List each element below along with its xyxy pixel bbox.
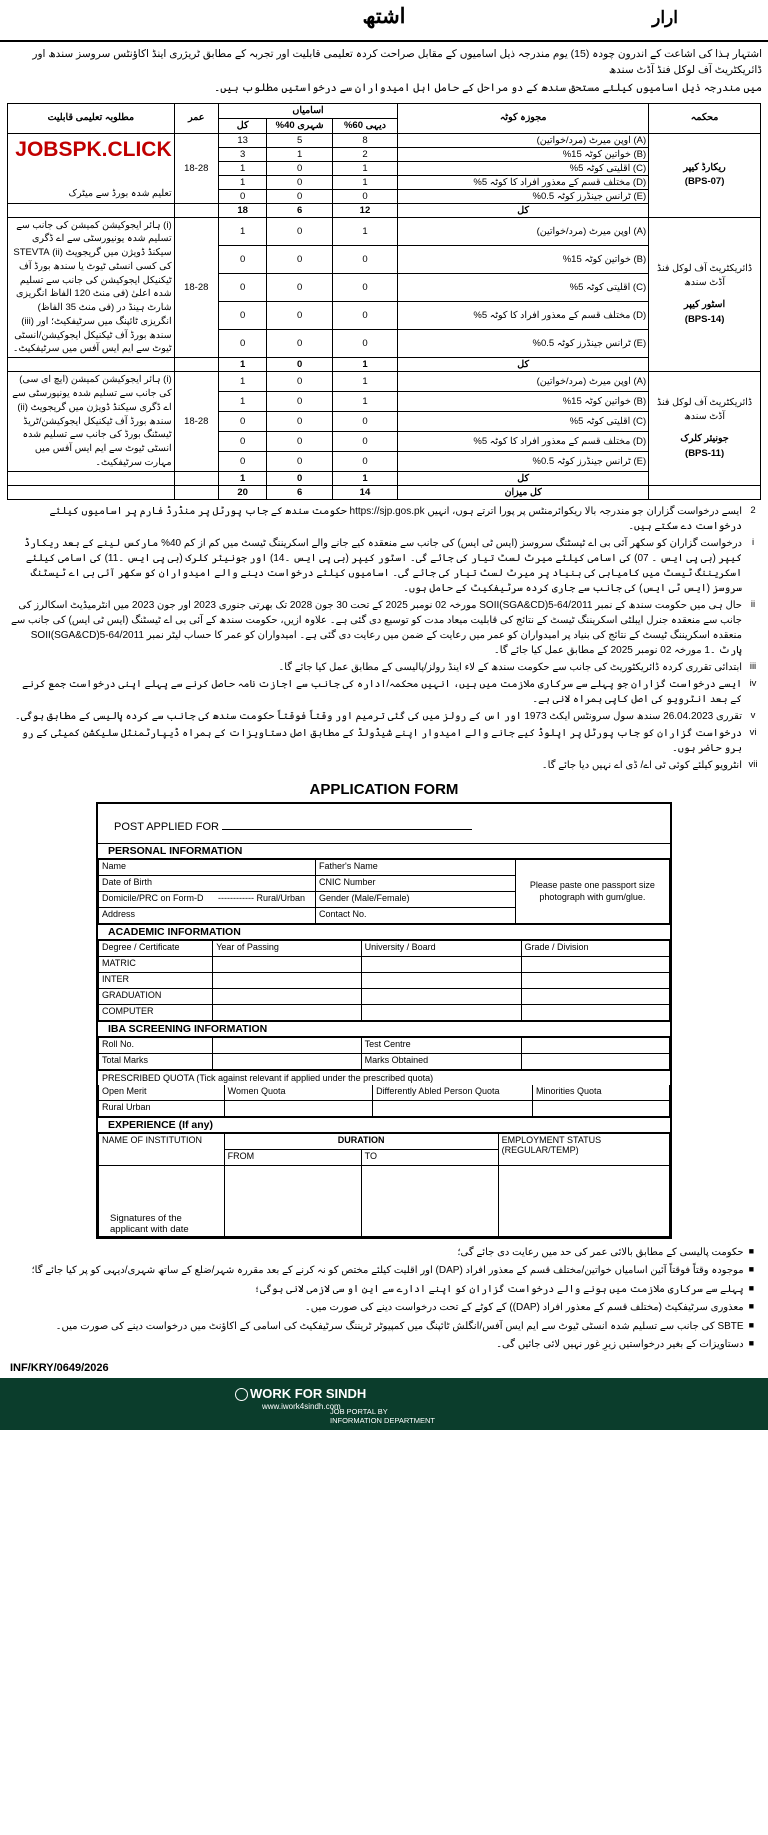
- quota-women[interactable]: Women Quota: [224, 1085, 372, 1101]
- spacer-cell: [8, 203, 175, 217]
- bullet-item: [14, 1282, 754, 1298]
- table-row: [99, 972, 670, 988]
- iba-test-centre-label: Test Centre: [361, 1037, 521, 1053]
- note-marker: vii: [748, 758, 758, 770]
- academic-cell[interactable]: [213, 956, 361, 972]
- academic-header-grade: Grade / Division: [521, 940, 669, 956]
- rural-cell: 0: [332, 189, 397, 203]
- table-row: [99, 859, 670, 875]
- note-item: [8, 709, 760, 724]
- header-title-center: اشتھ: [362, 5, 406, 28]
- age-cell-2: 18-28: [174, 217, 218, 358]
- field-cnic-label: CNIC Number: [315, 875, 515, 891]
- quota-dap[interactable]: Differently Abled Person Quota: [373, 1085, 533, 1101]
- note-text: درخواست گزاران کو سکھر آئی بی اے ٹیسٹنگ سروسز (ایس ٹی ایس) کی جانب سے منعقدہ کیے جانے والے اسکریننگ ٹیسٹ میں کم از کم 40% مارکس لینے کے بعد ریکارڈ کیپر (بی پی ایس ۔ 07) کی اسامی کیلئے میرٹ لسٹ تیار کی جائے گی۔ اسٹور کیپر (بی پی ایس ۔14) اور جونیئر کلرک (بی پی ایس ۔11) کی اسامی کیلئے اسکریننگ ٹیسٹ میں کامیابی کی بنیاد پر میرٹ لسٹ تیار کی جائے گی۔ اسامیوں کیلئے درخواست دینے والے امیدواران کو سکھر آئی بی اے ٹیسٹنگ سروسز (ایس ٹی ایس) کی جانب سے جاری کردہ سرٹیفکیٹ کے حامل ہوں۔: [24, 537, 742, 594]
- page-header: [0, 0, 768, 42]
- academic-cell[interactable]: [521, 988, 669, 1004]
- bullet-text: پہلے سے سرکاری ملازمت میں ہونے والے درخواست گزاران کو اپنے ادارے سے این او سی لازمی لانی ہوگی؛: [254, 1283, 744, 1295]
- post-name-3: جونیئر کلرک: [680, 433, 729, 445]
- subtotal-label: کل: [398, 358, 649, 372]
- academic-header-degree: Degree / Certificate: [99, 940, 213, 956]
- note-marker: v: [750, 709, 756, 721]
- rural-cell: 0: [332, 330, 397, 358]
- note-text: انٹرویو کیلئے کوئی ٹی اے/ ڈی اے نہیں دیا جائے گا۔: [541, 759, 742, 771]
- quota-cell[interactable]: [532, 1100, 669, 1116]
- experience-cell[interactable]: [361, 1165, 498, 1236]
- qualification-text-1: تعلیم شدہ بورڈ سے میٹرک: [68, 188, 172, 200]
- quota-cell: (D) مختلف قسم کے معذور افراد کا کوٹہ 5%: [398, 431, 649, 451]
- table-row: [99, 1037, 670, 1053]
- table-row: [8, 217, 761, 245]
- bullet-item: [14, 1245, 754, 1261]
- department-2: ڈائریکٹریٹ آف لوکل فنڈ آڈٹ سندھ: [657, 262, 753, 289]
- experience-institution-header: NAME OF INSTITUTION: [99, 1133, 225, 1165]
- note-marker: iii: [749, 660, 757, 672]
- field-address-label: Address: [99, 907, 316, 923]
- subtotal-label: کل: [398, 203, 649, 217]
- field-name-label: Name: [99, 859, 316, 875]
- note-marker: iv: [749, 677, 757, 689]
- spacer-cell: [8, 471, 175, 485]
- th-rural: دیہی 60%: [332, 118, 397, 133]
- field-contact-label: Contact No.: [315, 907, 515, 923]
- note-text: درخواست گزاران کو جاب پورٹل پر اپلوڈ کیے جانے والے امیدوار اپنے شیڈولڈ کے مطابق اصل دستاویزات کے ہمراہ ڈیپارٹمنٹل سلیکشن کمیٹی کے رو برو حاضر ہوں۔: [21, 727, 742, 754]
- table-row: [99, 940, 670, 956]
- note-text: ابتدائی تقرری کردہ ڈائریکٹوریٹ کی جانب سے حکومت سندھ کے لاء اینڈ رولز/پالیسی کے مطابق عمل کیا جائے گا۔: [278, 661, 742, 673]
- bullet-marker-icon: ■: [748, 1282, 754, 1293]
- experience-duration-header: DURATION: [224, 1133, 498, 1149]
- academic-information-table: [98, 940, 670, 1021]
- th-quota: مجوزہ کوٹہ: [398, 103, 649, 133]
- bullet-item: [14, 1263, 754, 1279]
- table-row: [8, 133, 761, 147]
- academic-cell[interactable]: [213, 1004, 361, 1020]
- table-row: [99, 988, 670, 1004]
- academic-cell[interactable]: [361, 1004, 521, 1020]
- subtotal-row-3: [8, 471, 761, 485]
- subtotal-label: کل: [398, 471, 649, 485]
- experience-cell[interactable]: [498, 1165, 669, 1236]
- notes-list: [8, 504, 760, 773]
- rural-cell: 0: [332, 273, 397, 301]
- iba-roll-no-label: Roll No.: [99, 1037, 213, 1053]
- post-cell-2: [649, 217, 761, 372]
- urban-cell: 0: [267, 411, 332, 431]
- inf-number: INF/KRY/0649/2026: [10, 1361, 109, 1374]
- rural-cell: 8: [332, 133, 397, 147]
- bullet-item: [14, 1319, 754, 1335]
- experience-from-header: FROM: [224, 1149, 361, 1165]
- note-item: [8, 536, 760, 596]
- iba-screening-table: [98, 1037, 670, 1070]
- academic-cell[interactable]: [213, 988, 361, 1004]
- post-applied-row: [98, 804, 670, 843]
- quota-cell: (B) خواتین کوٹہ 15%: [398, 147, 649, 161]
- domicile-rural-urban: ------------ Rural/Urban: [218, 892, 306, 903]
- note-item: [8, 677, 760, 707]
- urban-cell: 0: [267, 392, 332, 412]
- total-cell: 0: [218, 301, 267, 329]
- quota-cell[interactable]: [373, 1100, 533, 1116]
- spacer-cell: [174, 485, 218, 499]
- field-dob-label: Date of Birth: [99, 875, 316, 891]
- urban-cell: 0: [267, 372, 332, 392]
- subtotal-row-1: [8, 203, 761, 217]
- rural-cell: 0: [332, 431, 397, 451]
- total-cell: 13: [218, 133, 267, 147]
- academic-row-label: MATRIC: [99, 956, 213, 972]
- post-applied-input[interactable]: [222, 818, 472, 830]
- th-department: [649, 103, 761, 133]
- th-total: کل: [218, 118, 267, 133]
- photo-paste-box: Please paste one passport size photograph with gum/glue.: [515, 859, 669, 923]
- grand-total-row: [8, 485, 761, 499]
- academic-cell[interactable]: [361, 988, 521, 1004]
- prescribed-quota-table: [98, 1085, 670, 1117]
- bullet-text: حکومت پالیسی کے مطابق بالائی عمر کی حد میں رعایت دی جائے گی؛: [457, 1246, 744, 1258]
- bullet-item: [14, 1337, 754, 1353]
- quota-cell[interactable]: [224, 1100, 372, 1116]
- bullet-text: دستاویزات کے بغیر درخواستیں زیرِ غور نہیں لائی جائیں گی۔: [496, 1339, 744, 1351]
- quota-cell: (C) اقلیتی کوٹہ 5%: [398, 411, 649, 431]
- quota-cell: (A) اوپن میرٹ (مرد/خواتین): [398, 372, 649, 392]
- urban-cell: 0: [267, 330, 332, 358]
- bullet-marker-icon: ■: [748, 1245, 754, 1256]
- spacer-cell: [174, 203, 218, 217]
- sindh-logo-icon: [235, 1388, 248, 1401]
- rural-cell: 1: [332, 175, 397, 189]
- prescribed-quota-heading: PRESCRIBED QUOTA (Tick against relevant if applied under the prescribed quota): [98, 1070, 670, 1085]
- signature-cell[interactable]: [99, 1165, 225, 1236]
- quota-cell: (D) مختلف قسم کے معذور افراد کا کوٹہ 5%: [398, 175, 649, 189]
- total-cell: 1: [218, 217, 267, 245]
- posts-table: [7, 103, 761, 500]
- quota-open-merit[interactable]: Open Merit: [99, 1085, 225, 1101]
- table-row: [99, 1100, 670, 1116]
- note-item: [8, 758, 760, 773]
- table-row: [8, 372, 761, 392]
- rural-cell: 0: [332, 301, 397, 329]
- academic-row-label: INTER: [99, 972, 213, 988]
- grand-total-label: کل میزان: [398, 485, 649, 499]
- experience-status-header: EMPLOYMENT STATUS (REGULAR/TEMP): [498, 1133, 669, 1165]
- department-3: ڈائریکٹریٹ آف لوکل فنڈ آڈٹ سندھ: [657, 396, 753, 423]
- qualification-cell-3: (i) ہائر ایجوکیشن کمیشن (ایچ ای سی) کی جانب سے تسلیم شدہ یونیورسٹی سے اے ڈگری سیکنڈ ڈویژن میں گریجویٹ (ii) سندھ بورڈ آف ٹیکنیکل ایجوکیشن/ٹریڈ ٹیسٹنگ بورڈ کی جانب سے تسلیم شدہ انسٹی ٹیوٹ سے ایم ایس آفس میں مہارت سرٹیفکیٹ۔: [8, 372, 175, 471]
- quota-cell: (C) اقلیتی کوٹہ 5%: [398, 273, 649, 301]
- subtotal-urban: 0: [267, 358, 332, 372]
- rural-cell: 2: [332, 147, 397, 161]
- subtotal-row-2: [8, 358, 761, 372]
- table-row: [99, 1165, 670, 1236]
- subtotal-rural: 12: [332, 203, 397, 217]
- note-marker: vi: [749, 726, 757, 738]
- academic-row-label: GRADUATION: [99, 988, 213, 1004]
- intro-paragraph: [0, 42, 768, 101]
- subtotal-rural: 1: [332, 358, 397, 372]
- quota-cell: (B) خواتین کوٹہ 15%: [398, 245, 649, 273]
- application-form-title: APPLICATION FORM: [309, 780, 459, 798]
- note-item: [8, 660, 760, 675]
- note-marker: 2: [750, 504, 756, 516]
- post-cell-3: [649, 372, 761, 485]
- note-item: [8, 504, 760, 534]
- grand-total-total: 20: [218, 485, 267, 499]
- bullet-marker-icon: ■: [748, 1301, 754, 1312]
- total-cell: 0: [218, 245, 267, 273]
- intro-line-2: میں مندرجہ ذیل اسامیوں کیلئے مستحق سندھ کے دو مراحل کے حامل اہل امیدواران سے درخواستیں مطلوب ہیں۔: [214, 81, 762, 94]
- urban-cell: 0: [267, 451, 332, 471]
- quota-cell: (D) مختلف قسم کے معذور افراد کا کوٹہ 5%: [398, 301, 649, 329]
- quota-cell: (E) ٹرانس جینڈرز کوٹہ 0.5%: [398, 330, 649, 358]
- note-marker: i: [751, 536, 755, 548]
- rural-cell: 1: [332, 392, 397, 412]
- bullet-text: SBTE کی جانب سے تسلیم شدہ انسٹی ٹیوٹ سے ایم ایس آفس/انگلش ٹائپنگ میں کمپیوٹر ٹریننگ سرٹیفکیٹ کی اسامی کے اکاؤنٹ میں درخواست دینے کی صورت میں۔: [55, 1320, 744, 1332]
- rural-cell: 1: [332, 161, 397, 175]
- footer-line-1: JOB PORTAL BY: [330, 1406, 388, 1416]
- iba-screening-heading: IBA SCREENING INFORMATION: [98, 1021, 670, 1037]
- grand-total-rural: 14: [332, 485, 397, 499]
- post-bps-1: (BPS-07): [684, 176, 725, 188]
- rural-cell: 0: [332, 411, 397, 431]
- footer-department: [330, 1407, 435, 1426]
- grand-total-urban: 6: [267, 485, 332, 499]
- intro-line-1: اشتہار ہذا کی اشاعت کے اندرون چودہ (15) یوم مندرجہ ذیل اسامیوں کے مقابل صراحت کردہ تعلیمی قابلیت اور تجربہ کے مطابق ٹریژری اینڈ اکاؤنٹس سروسز سندھ اور ڈائریکٹریٹ آف لوکل فنڈ آڈٹ سندھ: [32, 48, 762, 77]
- post-bps-2: (BPS-14): [684, 313, 725, 325]
- iba-cell[interactable]: [213, 1037, 361, 1053]
- rural-cell: 1: [332, 372, 397, 392]
- academic-cell[interactable]: [213, 972, 361, 988]
- qualification-cell-2: (i) ہائر ایجوکیشن کمیشن کی جانب سے تسلیم شدہ یونیورسٹی سے اے ڈگری سیکنڈ ڈویژن میں گریجویٹ (ii) STEVTA کی کسی انسٹی ٹیوٹ یا سندھ بورڈ آف ٹیکنیکل ایجوکیشن کی جانب سے تسلیم شدہ اعلیٰ (فی منٹ 120 الفاظ انگریزی شارٹ ہینڈ در (فی منٹ 35 الفاظ) انگریزی ٹائپنگ میں سرٹیفکیٹ؛ اور (iii) سندھ بورڈ آف ٹیکنیکل ایجوکیشن/انسٹی ٹیوٹ سے ایم ایس آفس میں سرٹیفکیٹ۔: [8, 217, 175, 358]
- quota-cell: (B) خواتین کوٹہ 15%: [398, 392, 649, 412]
- subtotal-total: 18: [218, 203, 267, 217]
- total-cell: 0: [218, 431, 267, 451]
- personal-information-table: [98, 859, 670, 924]
- academic-row-label: COMPUTER: [99, 1004, 213, 1020]
- note-item: [8, 598, 760, 658]
- note-text: حال ہی میں حکومت سندھ کے نمبر SOII(SGA&CD)5-64/2011 مورخہ 02 نومبر 2025 کے تحت 30 جون 2028 تک بھرتی جنوری 2023 اور جون 2023 میں انٹرمیڈیٹ اسکالرز کی جانب سے منعقدہ جنرل ایبلٹی اسکریننگ ٹیسٹ کے نتائج کی قابلیت میعاد مدت کو توسیع دی گئی ہے۔ علاوہ ازیں، حکومت سندھ کے آئی بی اے ٹیسٹنگ (ایس ٹی ایس) کی جانب سے منعقدہ اسکریننگ ٹیسٹ کے نتائج کی بنیاد پر امیدواران کو عمر میں رعایت کے ضمن میں رعایت دی گئی ہے۔ امیدواران کو عمر کا حساب لیٹر نمبر SOII(SGA&CD)5-64/2011 پارٹ ۔1 مورخہ 02 نومبر 2025 کے مطابق عمل کیا جائے گا۔: [11, 599, 742, 656]
- iba-marks-obtained-label: Marks Obtained: [361, 1053, 521, 1069]
- footer-line-2: INFORMATION DEPARTMENT: [330, 1415, 435, 1425]
- note-text: ایسے درخواست گزاران جو پہلے سے سرکاری ملازمت میں ہیں، انہیں محکمہ/ادارہ کی جانب سے اجازت نامہ حاصل کرنے سے پہلے اپنی درخواست جمع کرنے کے بعد انٹرویو کی اصل کاپی ہمراہ لانی ہے۔: [22, 678, 742, 705]
- subtotal-total: 1: [218, 358, 267, 372]
- urban-cell: 5: [267, 133, 332, 147]
- table-header-row: [8, 103, 761, 118]
- th-posts-group: اسامیاں: [218, 103, 397, 118]
- bullet-text: معذوری سرٹیفکیٹ (مختلف قسم کے معذور افراد (DAP)) کے کوٹے کے تحت درخواست دینے کی صورت میں۔: [304, 1302, 744, 1314]
- total-cell: 0: [218, 411, 267, 431]
- iba-cell[interactable]: [521, 1053, 669, 1069]
- urban-cell: 1: [267, 147, 332, 161]
- urban-cell: 0: [267, 217, 332, 245]
- total-cell: 1: [218, 372, 267, 392]
- watermark-text: JOBSPK.CLICK: [15, 137, 172, 161]
- bullet-marker-icon: ■: [748, 1264, 754, 1275]
- experience-heading: EXPERIENCE (If any): [98, 1117, 670, 1133]
- quota-rural-urban[interactable]: Rural Urban: [99, 1100, 225, 1116]
- spacer-cell: [174, 471, 218, 485]
- th-qualification: مطلوبہ تعلیمی قابلیت: [8, 103, 175, 133]
- subtotal-urban: 6: [267, 203, 332, 217]
- post-name-1: ریکارڈ کیپر: [683, 161, 726, 173]
- bullet-marker-icon: ■: [748, 1319, 754, 1330]
- rural-cell: 0: [332, 245, 397, 273]
- spacer-cell: [8, 485, 175, 499]
- quota-cell: (A) اوپن میرٹ (مرد/خواتین): [398, 133, 649, 147]
- table-row: [99, 1053, 670, 1069]
- header-title-right: ارار: [652, 8, 678, 27]
- total-cell: 0: [218, 451, 267, 471]
- urban-cell: 0: [267, 175, 332, 189]
- total-cell: 0: [218, 189, 267, 203]
- footer-main-text: WORK FOR SINDH: [250, 1385, 367, 1401]
- subtotal-urban: 0: [267, 471, 332, 485]
- note-text: تقرری 26.04.2023 سندھ سول سرونٹس ایکٹ 1973 اور اس کے رولز میں کی گئی ترمیم اور وقتاً فوقتاً حکومت سندھ کی جانب سے کردہ پالیسی کے مطابق ہوگی۔: [14, 710, 742, 722]
- spacer-cell: [649, 485, 761, 499]
- age-cell-3: 18-28: [174, 372, 218, 471]
- signature-label: Signatures of the applicant with date: [110, 1212, 189, 1235]
- spacer-cell: [8, 358, 175, 372]
- iba-cell[interactable]: [213, 1053, 361, 1069]
- rural-cell: 0: [332, 451, 397, 471]
- academic-information-heading: ACADEMIC INFORMATION: [98, 924, 670, 940]
- bullet-text: موجودہ وقتاً فوقتاً آئین اسامیاں خواتین/مختلف قسم کے معذور افراد (DAP) اور اقلیت کیلئے مختص کو نہ کرنے کے بعد مقررہ شہر/ضلع کے ساتھ شہری/دیہی کو پر کیا جائے گا؛: [31, 1265, 744, 1277]
- academic-cell[interactable]: [361, 956, 521, 972]
- spacer-cell: [174, 358, 218, 372]
- rural-cell: 1: [332, 217, 397, 245]
- th-department-text: محکمہ: [690, 112, 719, 124]
- subtotal-rural: 1: [332, 471, 397, 485]
- total-cell: 1: [218, 161, 267, 175]
- post-applied-label: POST APPLIED FOR: [114, 820, 219, 833]
- page-footer: [0, 1378, 768, 1430]
- age-cell-1: 18-28: [174, 133, 218, 203]
- urban-cell: 0: [267, 273, 332, 301]
- field-gender-label: Gender (Male/Female): [315, 891, 515, 907]
- total-cell: 0: [218, 273, 267, 301]
- post-name-2: اسٹور کیپر: [684, 299, 726, 311]
- field-father-name-label: Father's Name: [315, 859, 515, 875]
- academic-header-university: University / Board: [361, 940, 521, 956]
- post-bps-3: (BPS-11): [685, 447, 725, 459]
- qualification-cell-1: [8, 133, 175, 203]
- academic-cell[interactable]: [521, 956, 669, 972]
- bullet-marker-icon: ■: [748, 1338, 754, 1349]
- note-text: ایسے درخواست گزاران جو مندرجہ بالا ریکوائرمنٹس پر پورا اترتے ہوں، انہیں https://sjp.gos.pk حکومت سندھ کے جاب پورٹل پر منڈرڈ فارم پر اسامیوں کیلئے درخواست دے سکتے ہیں۔: [49, 505, 742, 532]
- total-cell: 3: [218, 147, 267, 161]
- table-row: [99, 1133, 670, 1149]
- experience-cell[interactable]: [224, 1165, 361, 1236]
- academic-cell[interactable]: [521, 972, 669, 988]
- urban-cell: 0: [267, 189, 332, 203]
- total-cell: 1: [218, 392, 267, 412]
- total-cell: 1: [218, 175, 267, 189]
- academic-cell[interactable]: [521, 1004, 669, 1020]
- iba-cell[interactable]: [521, 1037, 669, 1053]
- experience-table: [98, 1133, 670, 1237]
- academic-cell[interactable]: [361, 972, 521, 988]
- urban-cell: 0: [267, 245, 332, 273]
- experience-to-header: TO: [361, 1149, 498, 1165]
- th-urban: شہری 40%: [267, 118, 332, 133]
- footer-website[interactable]: www.iwork4sindh.com: [262, 1401, 341, 1411]
- quota-minorities[interactable]: Minorities Quota: [532, 1085, 669, 1101]
- application-form: [96, 802, 672, 1239]
- subtotal-total: 1: [218, 471, 267, 485]
- quota-cell: (A) اوپن میرٹ (مرد/خواتین): [398, 217, 649, 245]
- urban-cell: 0: [267, 301, 332, 329]
- note-marker: ii: [750, 598, 756, 610]
- quota-cell: (C) اقلیتی کوٹہ 5%: [398, 161, 649, 175]
- urban-cell: 0: [267, 161, 332, 175]
- table-row: [99, 1004, 670, 1020]
- bullet-item: [14, 1300, 754, 1316]
- personal-information-heading: PERSONAL INFORMATION: [98, 843, 670, 859]
- iba-total-marks-label: Total Marks: [99, 1053, 213, 1069]
- quota-cell: (E) ٹرانس جینڈرز کوٹہ 0.5%: [398, 451, 649, 471]
- th-age: عمر: [174, 103, 218, 133]
- field-domicile-label: [99, 891, 316, 907]
- bullet-list: [14, 1245, 754, 1353]
- urban-cell: 0: [267, 431, 332, 451]
- total-cell: 0: [218, 330, 267, 358]
- domicile-label-text: Domicile/PRC on Form-D: [102, 892, 204, 903]
- quota-cell: (E) ٹرانس جینڈرز کوٹہ 0.5%: [398, 189, 649, 203]
- post-cell-1: [649, 133, 761, 217]
- table-row: [99, 956, 670, 972]
- academic-header-year: Year of Passing: [213, 940, 361, 956]
- table-row: [99, 1085, 670, 1101]
- note-item: [8, 726, 760, 756]
